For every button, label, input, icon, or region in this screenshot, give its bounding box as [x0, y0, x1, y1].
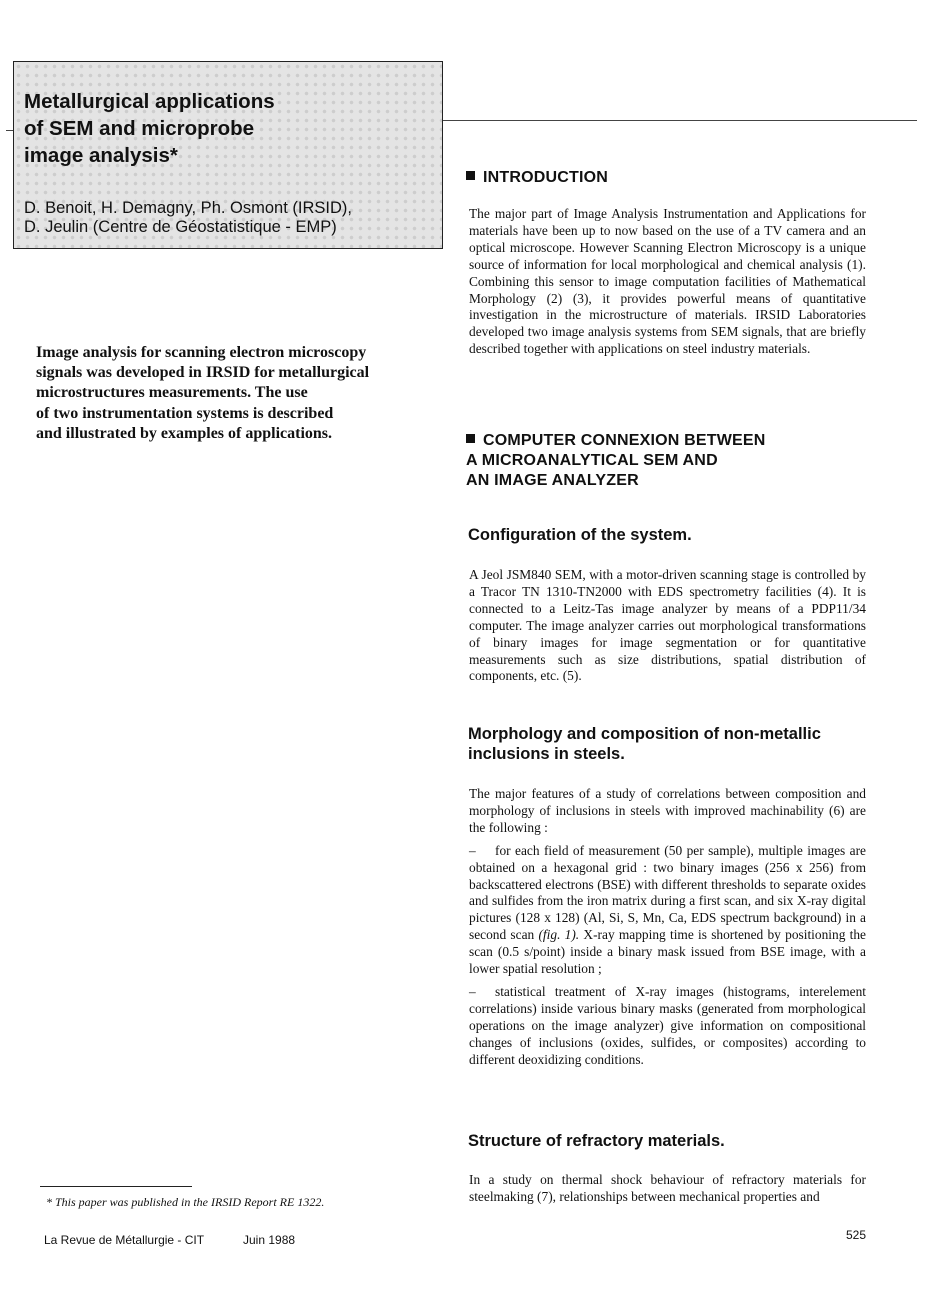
section-heading-introduction [466, 168, 608, 188]
title-box [13, 61, 443, 249]
author-line: D. Jeulin (Centre de Géostatistique - EMP) [24, 218, 337, 236]
dash-bullet: – [469, 983, 476, 999]
abstract [36, 343, 421, 444]
title-line: image analysis* [24, 144, 178, 167]
abstract-line: of two instrumentation systems is described [36, 404, 334, 422]
square-bullet-icon [466, 171, 475, 180]
author-line: D. Benoit, H. Demagny, Ph. Osmont (IRSID), [24, 199, 352, 217]
list-item [469, 984, 866, 1069]
list-item [469, 843, 866, 978]
title-line: Metallurgical applications [24, 90, 275, 113]
square-bullet-icon [466, 434, 475, 443]
heading-line: A MICROANALYTICAL SEM AND [466, 452, 718, 469]
morphology-body [469, 786, 866, 1075]
heading-line: AN IMAGE ANALYZER [466, 472, 639, 489]
figure-reference: (fig. 1). [538, 927, 580, 943]
paragraph: A Jeol JSM840 SEM, with a motor-driven scanning stage is controlled by a Tracor TN 1310-TN2000 with EDS spectrometry facilities (4). It is connected to a Leitz-Tas image analyzer by means of a PDP11/34 computer. The image analyzer carries out morphological transformations of binary images for image segmentation or for quantitative measurements such as size distributions, spatial distribution of components, etc. (5). [469, 567, 866, 684]
abstract-line: and illustrated by examples of applications. [36, 424, 333, 442]
abstract-line: microstructures measurements. The use [36, 384, 308, 402]
list-item-text: statistical treatment of X-ray images (histograms, interelement correlations) inside various binary masks (generated from morphological operations on the image analyzer) give information on compositional changes of inclusions (oxides, sulfides, or composites) according to different deoxidizing conditions. [469, 983, 866, 1067]
abstract-line: Image analysis for scanning electron microscopy [36, 344, 367, 361]
subsection-heading-morphology [468, 724, 878, 764]
heading-line: inclusions in steels. [468, 745, 625, 763]
title-line: of SEM and microprobe [24, 117, 255, 140]
subsection-heading-configuration: Configuration of the system. [468, 526, 692, 544]
footnote: * This paper was published in the IRSID Report RE 1322. [46, 1195, 325, 1209]
section-heading-text: INTRODUCTION [483, 169, 609, 186]
section-heading-computer-connexion [466, 431, 766, 491]
configuration-body [469, 567, 866, 691]
authors [24, 199, 439, 237]
header-rule [443, 120, 917, 121]
issue-date: Juin 1988 [243, 1233, 296, 1247]
journal-name: La Revue de Métallurgie - CIT [44, 1233, 205, 1247]
introduction-body [469, 206, 866, 364]
dash-bullet: – [469, 842, 476, 858]
paper-title [24, 88, 324, 169]
subsection-heading-refractory: Structure of refractory materials. [468, 1132, 725, 1150]
page-number: 525 [846, 1228, 867, 1242]
paragraph: The major features of a study of correlations between composition and morphology of inclusions in steels with improved machinability (6) are the following : [469, 786, 866, 835]
paragraph: The major part of Image Analysis Instrumentation and Applications for materials have been up to now based on the use of a TV camera and an optical microscope. However Scanning Electron Microscopy is a unique source of information for local morphological and chemical analysis (1). Combining this sensor to image computation facilities of Mathematical Morphology (2) (3), it provides powerful means of quantitative investigation in the microstructure of materials. IRSID Laboratories developed two image analysis systems from SEM signals, that are briefly described together with applications on steel industry materials. [469, 206, 866, 357]
refractory-body [469, 1172, 866, 1212]
paragraph: In a study on thermal shock behaviour of refractory materials for steelmaking (7), relationships between mechanical properties and [469, 1172, 866, 1204]
list-item-text: for each field of measurement (50 per sample), multiple images are obtained on a hexagonal grid : two binary images (256 x 256) from backscattered electrons (BSE) with different thresholds to separate oxides and sulfides from the iron matrix during a first scan, and six X-ray digital pictures (128 x 128) (Al, Si, S, Mn, Ca, EDS spectrum background) in a second scan [469, 842, 866, 943]
heading-line: Morphology and composition of non-metallic [468, 725, 821, 743]
footnote-rule [40, 1186, 192, 1187]
heading-line: COMPUTER CONNEXION BETWEEN [483, 432, 766, 449]
abstract-line: signals was developed in IRSID for metallurgical [36, 364, 370, 382]
list-item-text: X-ray mapping time is shortened by positioning the scan (0.5 s/point) inside a binary mask issued from BSE image, with a lower spatial resolution ; [469, 927, 866, 977]
